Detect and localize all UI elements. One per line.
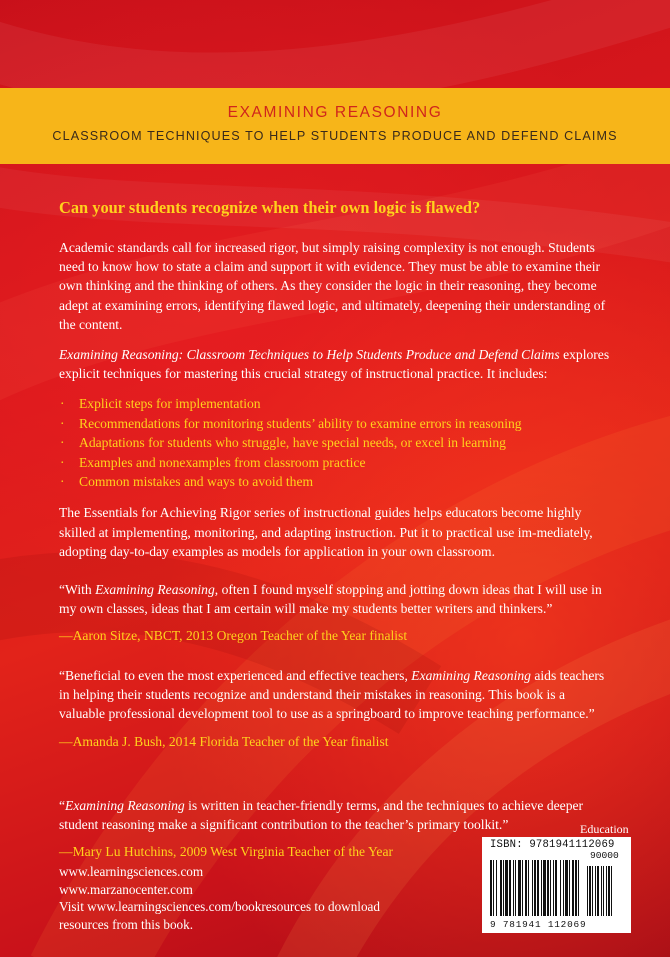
bullet-icon: · — [60, 415, 65, 431]
quote-attribution: —Mary Lu Hutchins, 2009 West Virginia Teacher of the Year — [59, 844, 394, 860]
quote-text: “With Examining Reasoning, often I found myself stopping and jotting down ideas that I will use in my own classes, ideas that I am certain will make my students better writers and thinkers.” — [59, 582, 602, 617]
list-item: · Common mistakes and ways to avoid them — [59, 472, 614, 491]
barcode-digits: 9 781941 112069 — [490, 919, 587, 930]
book-title: EXAMINING REASONING — [227, 104, 443, 121]
description — [59, 198, 614, 572]
list-item: · Examples and nonexamples from classroom practice — [59, 453, 614, 472]
isbn-number: ISBN: 9781941112069 — [490, 839, 615, 851]
bullet-icon: · — [60, 454, 65, 470]
book-title-italic: Examining Reasoning: Classroom Techniques to Help Students Produce and Defend Claims — [59, 347, 560, 363]
isbn-barcode — [482, 837, 631, 933]
feature-list — [59, 394, 614, 491]
paragraph-1: Academic standards call for increased rigor, but simply raising complexity is not enough. Students need to know how to state a claim and support it with evidence. They must be able to examine their own thinking and the thinking of others. As they consider the logic in their reasoning, they become adept at examining errors, identifying flawed logic, and ultimately, deepening their understanding of the content. — [59, 240, 606, 332]
book-subtitle: CLASSROOM TECHNIQUES TO HELP STUDENTS PRODUCE AND DEFEND CLAIMS — [52, 129, 618, 143]
bullet-icon: · — [60, 396, 65, 412]
list-item: · Recommendations for monitoring students’ ability to examine errors in reasoning — [59, 414, 614, 433]
title-banner — [0, 88, 670, 164]
category-label: Education — [580, 822, 629, 836]
lead-question: Can your students recognize when their own logic is flawed? — [59, 198, 481, 217]
list-item: · Explicit steps for implementation — [59, 394, 614, 413]
barcode-icon — [489, 860, 625, 918]
quote-attribution: —Aaron Sitze, NBCT, 2013 Oregon Teacher of the Year finalist — [59, 628, 408, 644]
paragraph-2-text: explores explicit techniques for mastering this crucial strategy of instructional practice. It includes: — [59, 347, 610, 382]
bullet-icon: · — [60, 474, 65, 490]
bullet-icon: · — [60, 435, 65, 451]
quote-attribution: —Amanda J. Bush, 2014 Florida Teacher of the Year finalist — [59, 733, 389, 749]
paragraph-3: The Essentials for Achieving Rigor series of instructional guides helps educators become highly skilled at implementing, monitoring, and adapting instruction. Put it to practical use im-mediately, adopting day-to-day examples as models for application in your own classroom. — [59, 505, 593, 559]
testimonial — [59, 580, 614, 646]
link-marzanocenter[interactable]: www.marzanocenter.com — [59, 881, 193, 897]
list-item: · Adaptations for students who struggle, have special needs, or excel in learning — [59, 433, 614, 452]
price-code: 90000 — [590, 850, 619, 861]
quote-text: “Examining Reasoning is written in teacher-friendly terms, and the techniques to achieve deeper student reasoning make a significant contribution to the teacher’s primary toolkit.” — [59, 798, 584, 833]
paragraph-2 — [59, 345, 614, 383]
publisher-links — [59, 863, 419, 933]
resources-note: Visit www.learningsciences.com/bookresources to download resources from this book. — [59, 899, 380, 932]
testimonial — [59, 666, 614, 751]
quote-text: “Beneficial to even the most experienced and effective teachers, Examining Reasoning aids teachers in helping their students recognize and understand their mistakes in reasoning. This book is a valuable professional development tool to use as a springboard to improve teaching performance.” — [59, 668, 605, 722]
link-learningsciences[interactable]: www.learningsciences.com — [59, 864, 204, 879]
